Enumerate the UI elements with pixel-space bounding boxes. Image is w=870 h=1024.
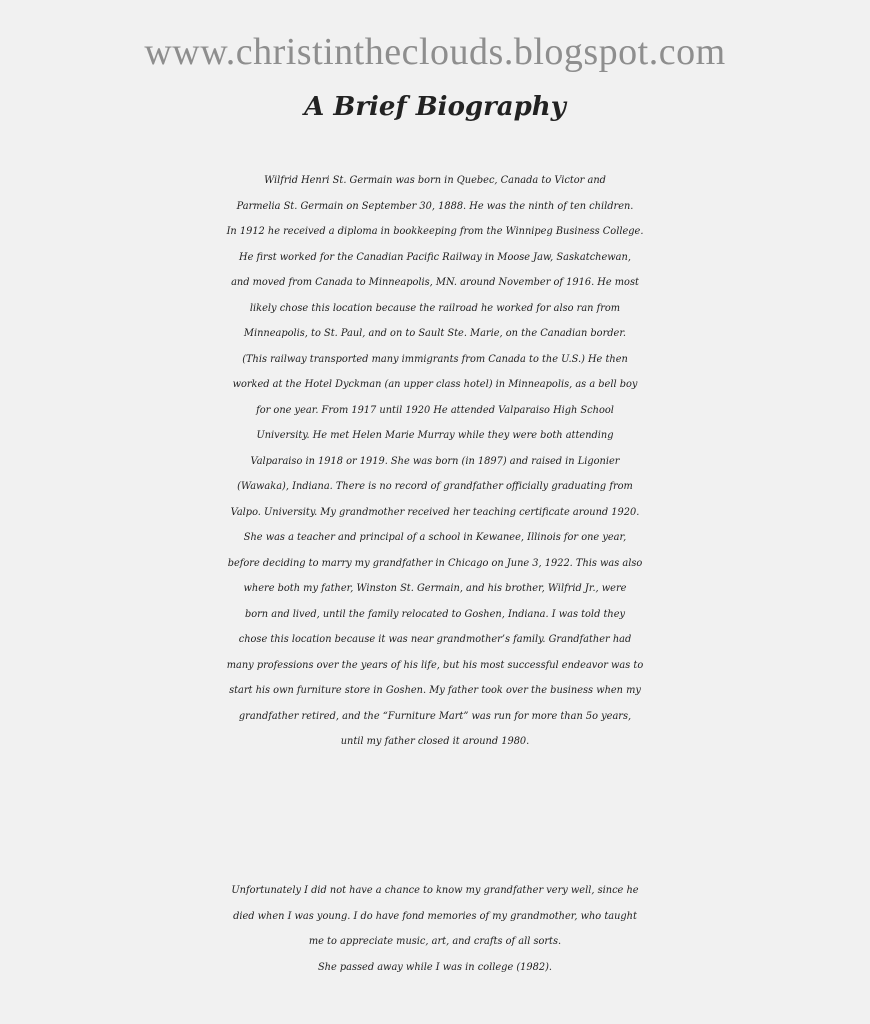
text-line: chose this location because it was near grandmother’s family. Grandfather had	[238, 634, 632, 645]
text-line: died when I was young. I do have fond memories of my grandmother, who taught	[233, 910, 637, 922]
text-line: worked at the Hotel Dyckman (an upper class hotel) in Minneapolis, as a bell boy	[232, 379, 638, 390]
text-line: born and lived, until the family relocated to Goshen, Indiana. I was told they	[244, 608, 626, 620]
text-line: She passed away while I was in college (1982).	[317, 961, 553, 973]
text-line: Unfortunately I did not have a chance to know my grandfather very well, since he	[231, 885, 639, 896]
text-line: University. He met Helen Marie Murray while they were both attending	[256, 430, 614, 441]
text-line: grandfather retired, and the “Furniture Mart” was run for more than 5o years,	[238, 710, 632, 722]
text-line: Wilfrid Henri St. Germain was born in Quebec, Canada to Victor and	[264, 175, 606, 186]
text-line: Valpo. University. My grandmother received her teaching certificate around 1920.	[230, 506, 640, 518]
text-line: (This railway transported many immigrants from Canada to the U.S.) He then	[242, 353, 628, 365]
text-line: Valparaiso in 1918 or 1919. She was born (in 1897) and raised in Ligonier	[250, 455, 620, 467]
text-line: Minneapolis, to St. Paul, and on to Sault Ste. Marie, on the Canadian border.	[243, 328, 627, 339]
text-line: He first worked for the Canadian Pacific Railway in Moose Jaw, Saskatchewan,	[239, 251, 631, 263]
text-line: many professions over the years of his life, but his most successful endeavor was to	[226, 659, 644, 671]
text-line: (Wawaka), Indiana. There is no record of grandfather officially graduating from	[237, 481, 633, 492]
text-line: She was a teacher and principal of a school in Kewanee, Illinois for one year,	[243, 532, 627, 543]
text-line: In 1912 he received a diploma in bookkeeping from the Winnipeg Business College.	[226, 226, 644, 237]
text-line: before deciding to marry my grandfather in Chicago on June 3, 1922. This was also	[227, 557, 643, 569]
text-line: and moved from Canada to Minneapolis, MN. around November of 1916. He most	[231, 277, 639, 288]
biography-paragraph-2	[0, 878, 870, 980]
text-line: for one year. From 1917 until 1920 He attended Valparaiso High School	[256, 404, 614, 416]
text-line: start his own furniture store in Goshen. My father took over the business when my	[229, 685, 641, 696]
biography-paragraph-1	[0, 168, 870, 755]
text-line: until my father closed it around 1980.	[340, 736, 530, 747]
blog-watermark: www.christintheclouds.blogspot.com	[144, 31, 726, 73]
page-title: A Brief Biography	[304, 92, 566, 122]
text-line: likely chose this location because the railroad he worked for also ran from	[249, 302, 621, 314]
text-line: where both my father, Winston St. Germain, and his brother, Wilfrid Jr., were	[243, 583, 627, 594]
text-line: me to appreciate music, art, and crafts of all sorts.	[308, 936, 562, 947]
text-line: Parmelia St. Germain on September 30, 1888. He was the ninth of ten children.	[236, 200, 634, 212]
